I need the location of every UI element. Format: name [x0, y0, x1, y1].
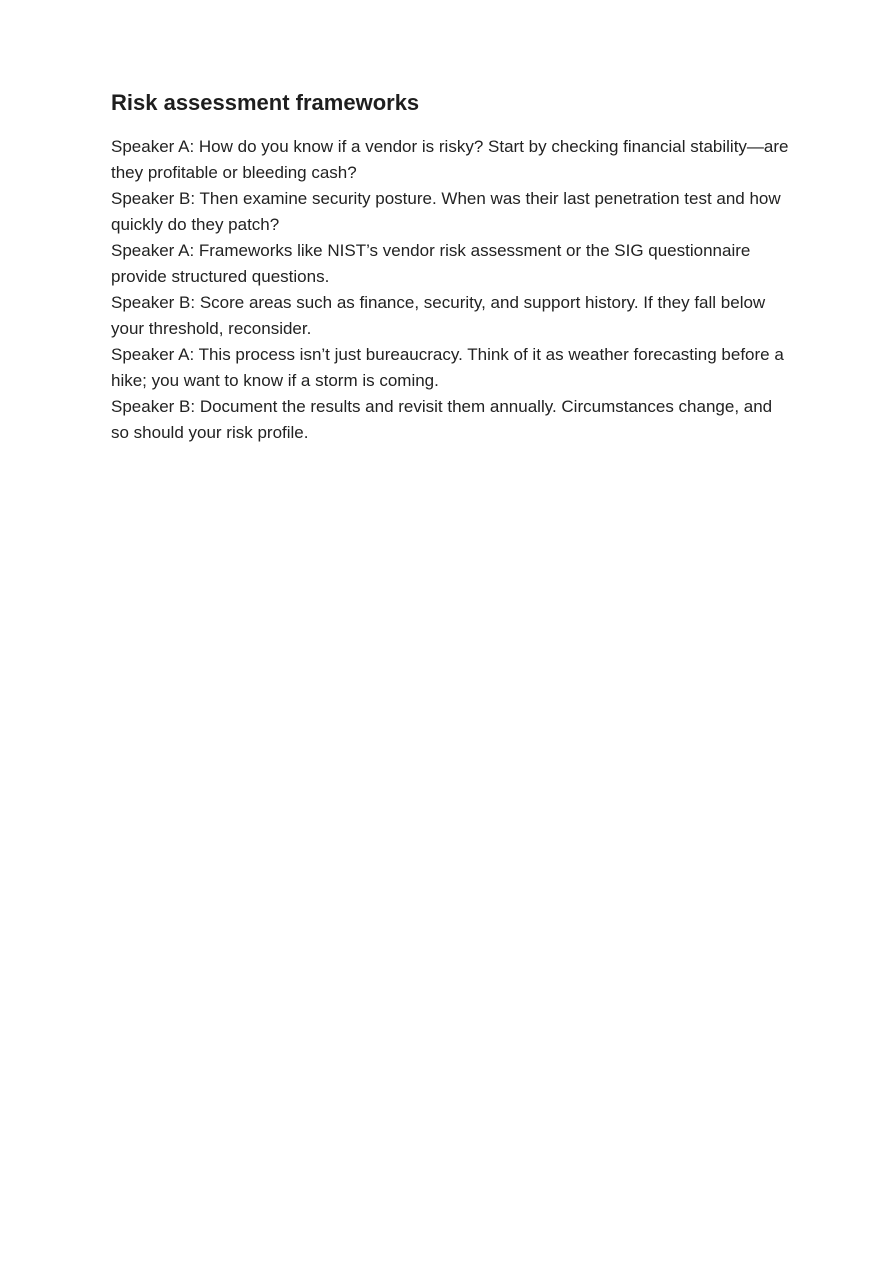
document-title: Risk assessment frameworks [111, 90, 420, 115]
dialogue-transcript [111, 134, 791, 446]
dialogue-line: Speaker A: How do you know if a vendor is risky? Start by checking financial stability—are they profitable or bleeding cash? [111, 137, 789, 182]
dialogue-line: Speaker B: Score areas such as finance, security, and support history. If they fall below your threshold, reconsider. [111, 293, 766, 338]
dialogue-line: Speaker A: This process isn’t just bureaucracy. Think of it as weather forecasting before a hike; you want to know if a storm is coming. [111, 345, 784, 390]
dialogue-line: Speaker A: Frameworks like NIST’s vendor risk assessment or the SIG questionnaire provide structured questions. [111, 241, 751, 286]
dialogue-line: Speaker B: Then examine security posture. When was their last penetration test and how quickly do they patch? [111, 189, 781, 234]
dialogue-line: Speaker B: Document the results and revisit them annually. Circumstances change, and so should your risk profile. [111, 397, 773, 442]
document-page [111, 88, 791, 446]
